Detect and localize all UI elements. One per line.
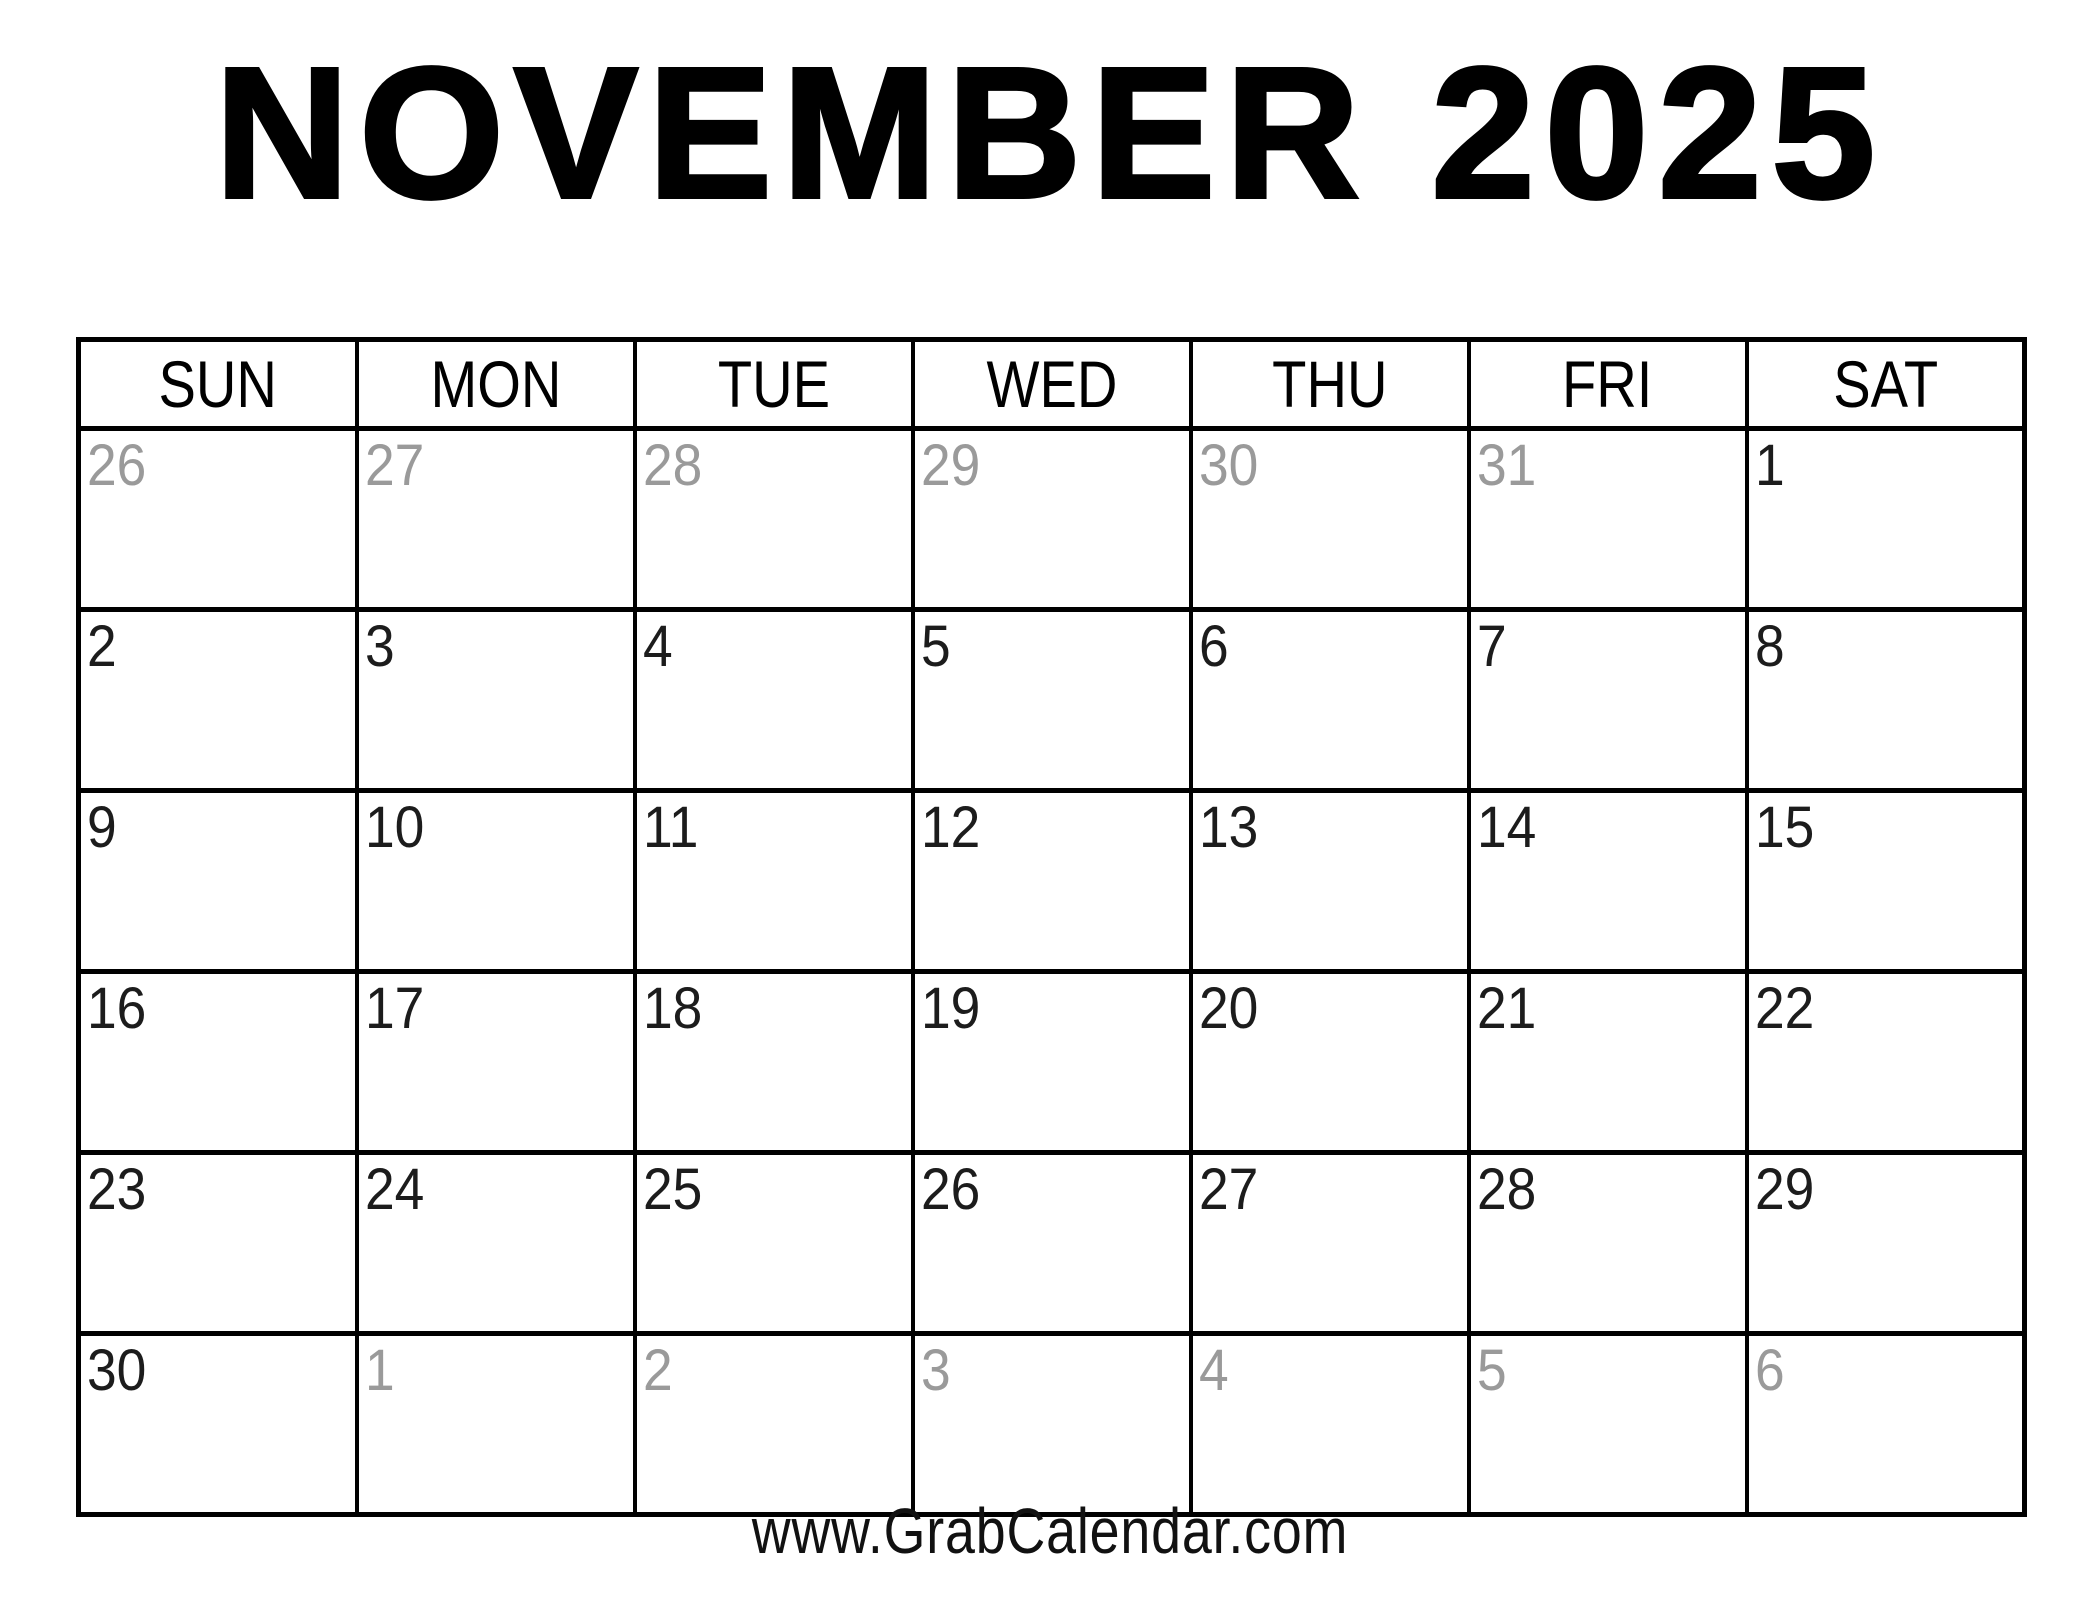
day-cell [357, 791, 635, 972]
day-number: 13 [1198, 795, 1258, 860]
week-row-3 [79, 791, 2025, 972]
day-number: 17 [364, 976, 424, 1041]
day-cell [635, 972, 913, 1153]
weekday-header-wed [913, 340, 1191, 429]
day-cell [79, 1153, 357, 1334]
day-number: 21 [1476, 976, 1536, 1041]
day-number: 30 [87, 1338, 147, 1403]
day-cell [357, 1153, 635, 1334]
day-number: 22 [1754, 976, 1814, 1041]
day-cell [1469, 1153, 1747, 1334]
day-number: 5 [1476, 1338, 1507, 1403]
weekday-header-tue [635, 340, 913, 429]
day-number: 3 [920, 1338, 951, 1403]
weekday-label: THU [1271, 347, 1388, 421]
day-cell [1191, 1334, 1469, 1515]
weekday-label: MON [430, 347, 561, 421]
day-cell [79, 972, 357, 1153]
day-cell [1469, 791, 1747, 972]
day-number: 27 [364, 433, 424, 498]
weekday-header-thu [1191, 340, 1469, 429]
day-cell [1469, 429, 1747, 610]
day-number: 27 [1198, 1157, 1258, 1222]
day-number: 2 [87, 614, 117, 679]
weekday-label: WED [986, 347, 1117, 421]
day-number: 15 [1754, 795, 1814, 860]
day-cell [635, 429, 913, 610]
day-number: 28 [642, 433, 702, 498]
weekday-header-row [79, 340, 2025, 429]
day-number: 26 [920, 1157, 980, 1222]
day-cell [1747, 791, 2025, 972]
calendar-grid [76, 337, 2027, 1517]
day-cell [1747, 1334, 2025, 1515]
day-cell [79, 791, 357, 972]
day-number: 4 [1198, 1338, 1229, 1403]
day-number: 4 [642, 614, 673, 679]
day-number: 12 [920, 795, 980, 860]
day-number: 26 [87, 433, 147, 498]
day-cell [1191, 1153, 1469, 1334]
day-number: 5 [920, 614, 951, 679]
day-number: 6 [1754, 1338, 1785, 1403]
day-cell [1747, 972, 2025, 1153]
day-cell [79, 610, 357, 791]
day-cell [913, 791, 1191, 972]
weekday-header-sat [1747, 340, 2025, 429]
day-cell [1469, 610, 1747, 791]
day-number: 25 [642, 1157, 702, 1222]
day-cell [1191, 972, 1469, 1153]
day-number: 9 [87, 795, 117, 860]
footer [0, 1495, 2100, 1567]
day-number: 19 [920, 976, 980, 1041]
day-number: 16 [87, 976, 147, 1041]
day-number: 20 [1198, 976, 1258, 1041]
day-cell [635, 610, 913, 791]
weekday-header-mon [357, 340, 635, 429]
day-cell [913, 972, 1191, 1153]
day-number: 1 [364, 1338, 395, 1403]
day-number: 8 [1754, 614, 1785, 679]
footer-url: www.GrabCalendar.com [751, 1495, 1349, 1567]
day-number: 6 [1198, 614, 1229, 679]
week-row-5 [79, 1153, 2025, 1334]
day-cell [1469, 972, 1747, 1153]
day-number: 14 [1476, 795, 1536, 860]
page-title: NOVEMBER 2025 [214, 30, 1886, 237]
day-cell [79, 429, 357, 610]
day-number: 10 [364, 795, 424, 860]
day-cell [357, 972, 635, 1153]
day-cell [635, 1153, 913, 1334]
day-number: 18 [642, 976, 702, 1041]
weekday-label: SUN [158, 347, 277, 421]
day-cell [1191, 429, 1469, 610]
day-cell [1747, 1153, 2025, 1334]
day-cell [1191, 610, 1469, 791]
day-number: 28 [1476, 1157, 1536, 1222]
day-number: 31 [1476, 433, 1536, 498]
weekday-header-fri [1469, 340, 1747, 429]
day-cell [913, 610, 1191, 791]
day-cell [1469, 1334, 1747, 1515]
day-cell [357, 429, 635, 610]
day-number: 30 [1198, 433, 1258, 498]
day-number: 23 [87, 1157, 147, 1222]
day-cell [913, 1153, 1191, 1334]
day-number: 3 [364, 614, 395, 679]
day-cell [635, 1334, 913, 1515]
day-number: 1 [1754, 433, 1785, 498]
day-cell [635, 791, 913, 972]
weekday-label: TUE [717, 347, 830, 421]
week-row-6 [79, 1334, 2025, 1515]
day-cell [1191, 791, 1469, 972]
day-number: 2 [642, 1338, 673, 1403]
day-cell [79, 1334, 357, 1515]
day-number: 29 [920, 433, 980, 498]
day-number: 11 [642, 795, 698, 860]
day-cell [1747, 610, 2025, 791]
weekday-label: FRI [1562, 347, 1653, 421]
day-cell [913, 429, 1191, 610]
day-number: 24 [364, 1157, 424, 1222]
week-row-4 [79, 972, 2025, 1153]
day-number: 29 [1754, 1157, 1814, 1222]
day-cell [357, 610, 635, 791]
day-cell [1747, 429, 2025, 610]
day-cell [913, 1334, 1191, 1515]
day-cell [357, 1334, 635, 1515]
day-number: 7 [1476, 614, 1507, 679]
weekday-header-sun [79, 340, 357, 429]
week-row-2 [79, 610, 2025, 791]
weekday-label: SAT [1832, 347, 1938, 421]
week-row-1 [79, 429, 2025, 610]
